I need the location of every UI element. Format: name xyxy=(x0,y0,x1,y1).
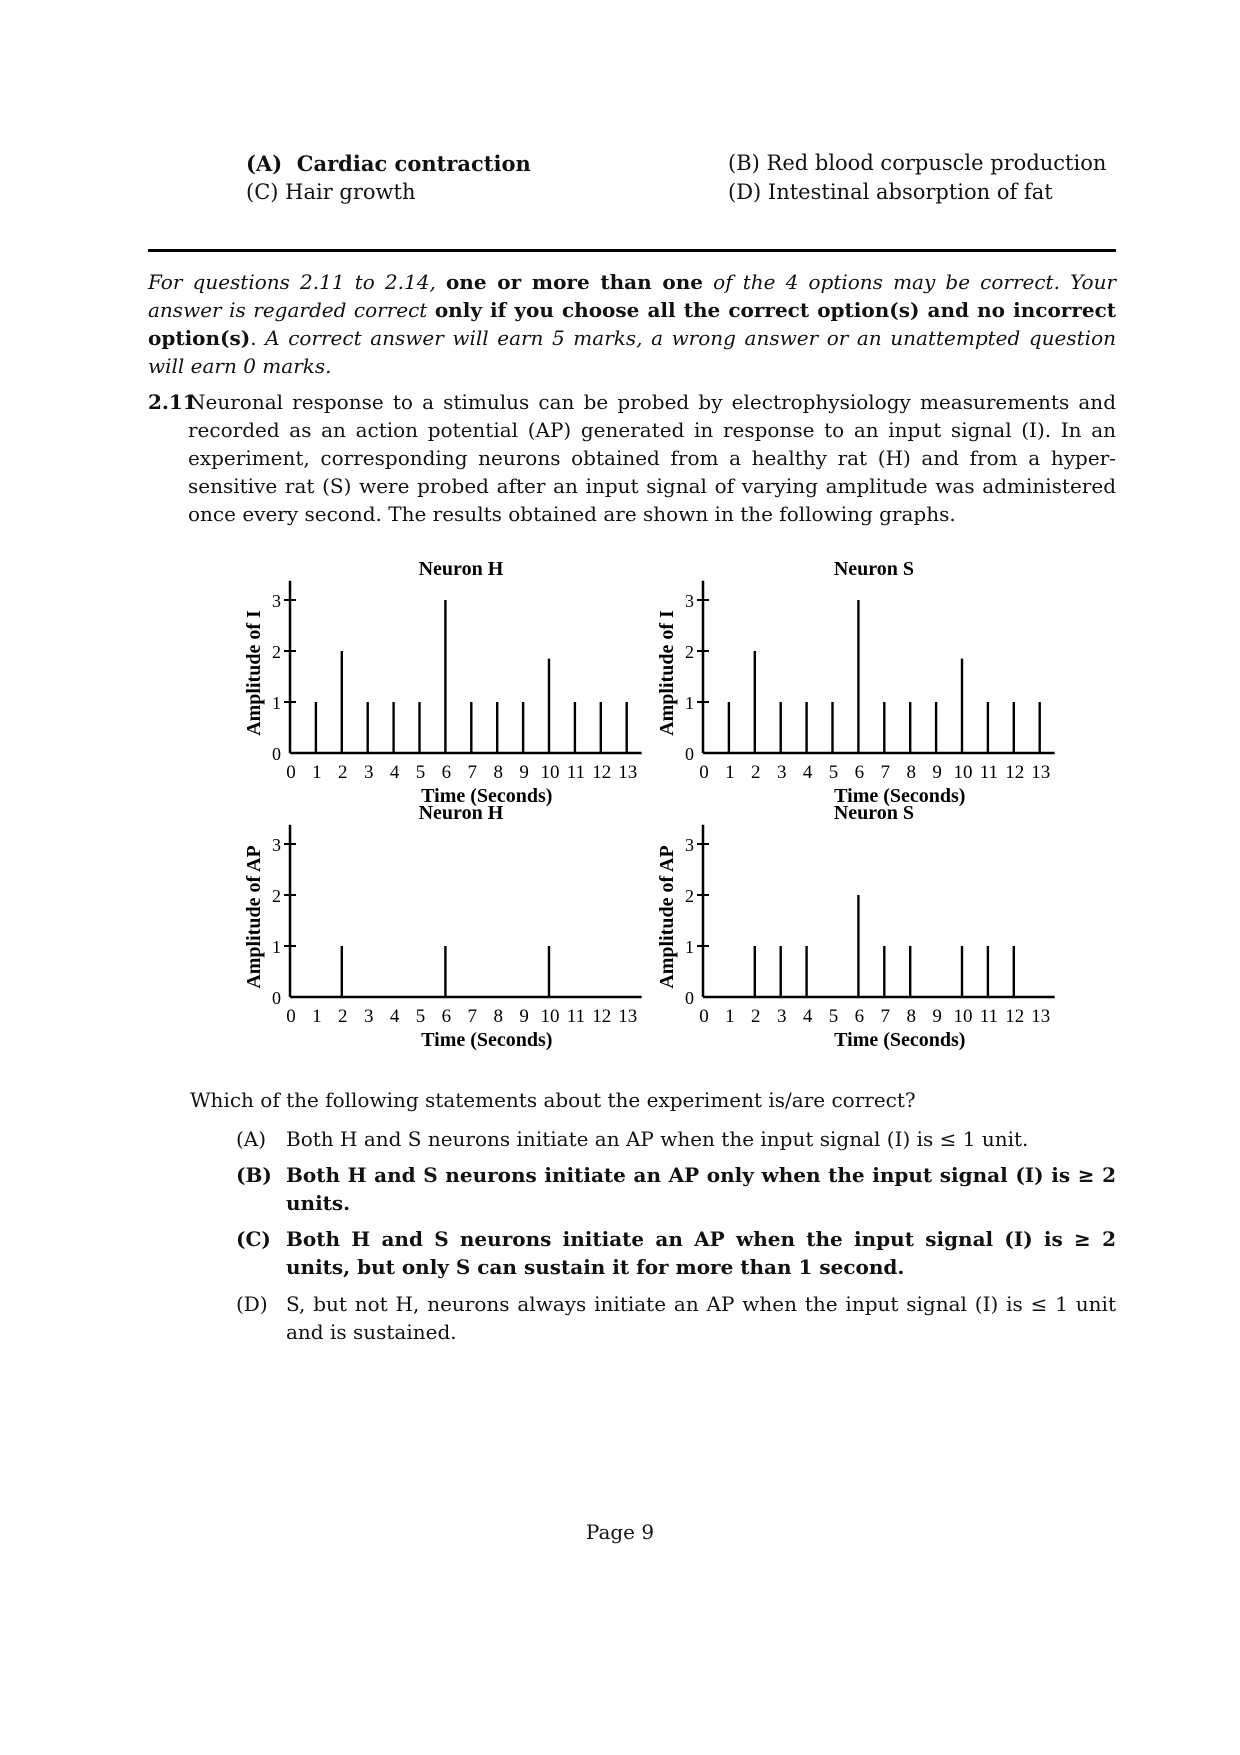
x-tick-label: 0 xyxy=(699,1006,709,1027)
y-axis-label: Amplitude of AP xyxy=(243,845,265,989)
x-tick-label: 3 xyxy=(776,762,787,783)
x-tick-label: 4 xyxy=(802,1006,813,1027)
chart-title: Neuron S xyxy=(833,558,915,580)
x-tick-label: 2 xyxy=(338,762,348,783)
x-axis-label: Time (Seconds) xyxy=(834,785,966,807)
x-tick-label: 7 xyxy=(880,762,891,783)
x-tick-label: 1 xyxy=(725,762,735,783)
y-tick-label: 2 xyxy=(272,886,281,906)
x-tick-label: 3 xyxy=(776,1006,787,1027)
x-tick-label: 9 xyxy=(519,1006,529,1027)
x-tick-label: 13 xyxy=(618,1006,638,1027)
x-tick-label: 10 xyxy=(540,1006,560,1027)
y-axis-label: Amplitude of AP xyxy=(656,845,678,989)
y-tick-label: 3 xyxy=(685,591,694,611)
y-tick-label: 1 xyxy=(272,937,281,957)
section-divider xyxy=(148,249,1116,252)
y-tick-label: 0 xyxy=(272,744,281,764)
x-tick-label: 9 xyxy=(932,762,942,783)
question-2-11 xyxy=(148,388,1116,528)
x-tick-label: 12 xyxy=(1005,1006,1025,1027)
y-axis-label: Amplitude of I xyxy=(656,610,678,736)
x-tick-label: 7 xyxy=(467,762,478,783)
question-stem: Which of the following statements about the experiment is/are correct? xyxy=(190,1088,916,1112)
x-tick-label: 7 xyxy=(880,1006,891,1027)
section-instructions: For questions 2.11 to 2.14, one or more than one of the 4 options may be correct. Your answer is regarded correct only if you choose all the correct option(s) and no incorrect option(s). A correct answer will earn 5 marks, a wrong answer or an unattempted question will earn 0 marks. xyxy=(148,270,1117,378)
y-tick-label: 3 xyxy=(272,591,281,611)
answer-option-d[interactable]: (D) S, but not H, neurons always initiate an AP when the input signal (I) is ≤ 1 unit and is sustained. xyxy=(236,1292,1116,1344)
x-tick-label: 4 xyxy=(802,762,813,783)
prev-option-a: (A) Cardiac contraction xyxy=(246,151,531,176)
y-tick-label: 3 xyxy=(685,835,694,855)
y-tick-label: 2 xyxy=(272,642,281,662)
prev-option-b: (B) Red blood corpuscle production xyxy=(728,151,1107,175)
x-tick-label: 8 xyxy=(493,1006,503,1027)
x-tick-label: 1 xyxy=(312,1006,322,1027)
question-number: 2.11 xyxy=(148,390,197,414)
y-tick-label: 0 xyxy=(685,988,694,1008)
chart-neuron-s-ap xyxy=(656,802,1055,1051)
x-tick-label: 5 xyxy=(828,1006,839,1027)
y-tick-label: 1 xyxy=(272,693,281,713)
x-tick-label: 10 xyxy=(540,762,560,783)
x-tick-label: 5 xyxy=(828,762,839,783)
x-tick-label: 2 xyxy=(751,1006,761,1027)
x-tick-label: 8 xyxy=(906,1006,916,1027)
chart-title: Neuron H xyxy=(418,802,504,824)
y-tick-label: 1 xyxy=(685,693,694,713)
x-axis-label: Time (Seconds) xyxy=(421,1029,553,1051)
question-text: Neuronal response to a stimulus can be probed by electrophysiology measurements and recorded as an action potential (AP) generated in response to an input signal (I). In an experiment, corresponding neurons obtained from a healthy rat (H) and from a hyper-sensitive rat (S) were probed after an input signal of varying amplitude was administered once every second. The results obtained are shown in the following graphs. xyxy=(188,390,1116,526)
x-tick-label: 12 xyxy=(1005,762,1025,783)
x-tick-label: 13 xyxy=(1031,762,1051,783)
y-tick-label: 2 xyxy=(685,886,694,906)
x-tick-label: 6 xyxy=(854,1006,865,1027)
x-tick-label: 9 xyxy=(932,1006,942,1027)
x-tick-label: 1 xyxy=(312,762,322,783)
y-tick-label: 0 xyxy=(685,744,694,764)
x-axis-label: Time (Seconds) xyxy=(834,1029,966,1051)
x-tick-label: 4 xyxy=(389,1006,400,1027)
x-tick-label: 4 xyxy=(389,762,400,783)
x-tick-label: 13 xyxy=(618,762,638,783)
page-number: Page 9 xyxy=(585,1520,655,1544)
x-tick-label: 10 xyxy=(953,762,973,783)
x-tick-label: 5 xyxy=(415,1006,426,1027)
y-tick-label: 2 xyxy=(685,642,694,662)
x-tick-label: 11 xyxy=(979,1006,999,1027)
y-tick-label: 1 xyxy=(685,937,694,957)
x-tick-label: 2 xyxy=(751,762,761,783)
x-tick-label: 12 xyxy=(592,762,612,783)
x-tick-label: 11 xyxy=(566,762,586,783)
x-tick-label: 6 xyxy=(854,762,865,783)
chart-neuron-h-input xyxy=(243,558,642,807)
x-tick-label: 1 xyxy=(725,1006,735,1027)
y-tick-label: 3 xyxy=(272,835,281,855)
chart-title: Neuron S xyxy=(833,802,915,824)
chart-neuron-s-input xyxy=(656,558,1055,807)
neuron-graphs xyxy=(0,540,1240,1060)
x-tick-label: 13 xyxy=(1031,1006,1051,1027)
x-tick-label: 9 xyxy=(519,762,529,783)
x-tick-label: 3 xyxy=(363,762,374,783)
x-tick-label: 7 xyxy=(467,1006,478,1027)
x-tick-label: 10 xyxy=(953,1006,973,1027)
answer-option-c[interactable]: (C) Both H and S neurons initiate an AP when the input signal (I) is ≥ 2 units, but only S can sustain it for more than 1 second. xyxy=(236,1227,1116,1279)
x-axis-label: Time (Seconds) xyxy=(421,785,553,807)
x-tick-label: 8 xyxy=(906,762,916,783)
answer-option-b[interactable]: (B) Both H and S neurons initiate an AP only when the input signal (I) is ≥ 2 units. xyxy=(236,1163,1116,1215)
chart-neuron-h-ap xyxy=(243,802,642,1051)
x-tick-label: 0 xyxy=(699,762,709,783)
x-tick-label: 0 xyxy=(286,1006,296,1027)
x-tick-label: 5 xyxy=(415,762,426,783)
answer-option-a[interactable]: (A) Both H and S neurons initiate an AP when the input signal (I) is ≤ 1 unit. xyxy=(236,1127,1029,1151)
x-tick-label: 6 xyxy=(441,1006,452,1027)
y-axis-label: Amplitude of I xyxy=(243,610,265,736)
x-tick-label: 6 xyxy=(441,762,452,783)
y-tick-label: 0 xyxy=(272,988,281,1008)
x-tick-label: 12 xyxy=(592,1006,612,1027)
chart-title: Neuron H xyxy=(418,558,504,580)
x-tick-label: 8 xyxy=(493,762,503,783)
x-tick-label: 11 xyxy=(979,762,999,783)
x-tick-label: 3 xyxy=(363,1006,374,1027)
x-tick-label: 11 xyxy=(566,1006,586,1027)
prev-option-d: (D) Intestinal absorption of fat xyxy=(728,180,1053,204)
x-tick-label: 2 xyxy=(338,1006,348,1027)
prev-option-c: (C) Hair growth xyxy=(246,180,416,204)
x-tick-label: 0 xyxy=(286,762,296,783)
